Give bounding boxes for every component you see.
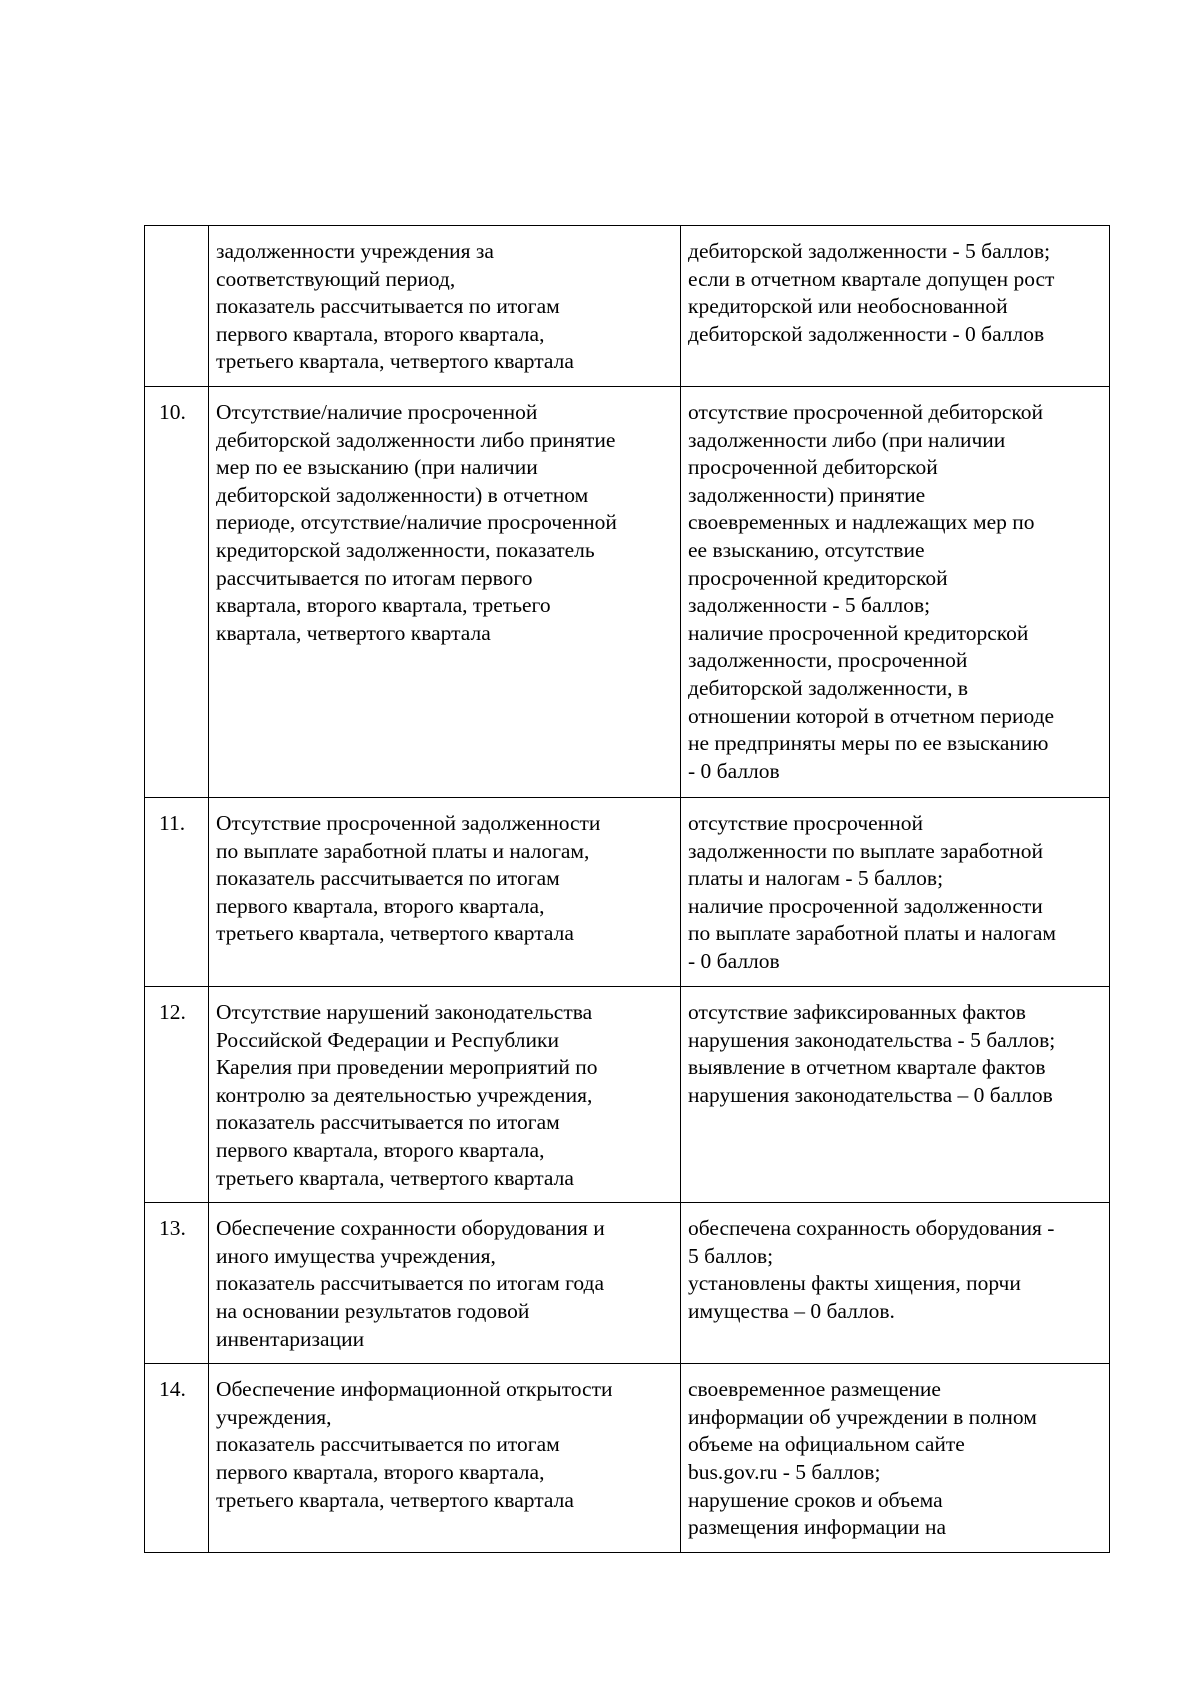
- table-row: [145, 987, 1110, 1203]
- table-row: [145, 226, 1110, 387]
- table-row: [145, 1364, 1110, 1553]
- text-line: наличие просроченной кредиторской: [688, 620, 1029, 645]
- indicators-table-body: [145, 226, 1110, 1553]
- criteria-cell: [681, 798, 1110, 987]
- text-line: соответствующий период,: [216, 266, 456, 291]
- text-line: установлены факты хищения, порчи: [688, 1271, 1021, 1296]
- text-line: дебиторской задолженности - 5 баллов;: [688, 239, 1051, 263]
- text-line: Отсутствие нарушений законодательства: [216, 1000, 593, 1024]
- text-line: задолженности учреждения за: [216, 239, 494, 263]
- text-line: Отсутствие/наличие просроченной: [216, 400, 538, 424]
- row-number: 13.: [145, 1203, 209, 1364]
- text-line: Отсутствие просроченной задолженности: [216, 811, 601, 835]
- text-line: ее взысканию, отсутствие: [688, 537, 925, 562]
- text-line: третьего квартала, четвертого квартала: [216, 921, 574, 946]
- table-row: [145, 387, 1110, 798]
- text-line: показатель рассчитывается по итогам: [216, 866, 560, 891]
- text-line: информации об учреждении в полном: [688, 1404, 1037, 1429]
- text-line: - 0 баллов: [688, 758, 780, 783]
- text-line: показатель рассчитывается по итогам: [216, 1110, 560, 1135]
- criteria-cell: [681, 226, 1110, 387]
- indicators-table: [144, 225, 1110, 1553]
- text-line: квартала, четвертого квартала: [216, 620, 491, 645]
- row-number: 11.: [145, 798, 209, 987]
- text-line: дебиторской задолженности, в: [688, 675, 968, 700]
- text-line: платы и налогам - 5 баллов;: [688, 866, 944, 891]
- text-line: дебиторской задолженности) в отчетном: [216, 482, 589, 507]
- text-line: задолженности) принятие: [688, 482, 926, 507]
- text-line: задолженности либо (при наличии: [688, 427, 1006, 452]
- text-line: кредиторской или необоснованной: [688, 294, 1008, 319]
- indicator-cell: [209, 1364, 681, 1553]
- text-line: третьего квартала, четвертого квартала: [216, 1487, 574, 1512]
- text-line: задолженности по выплате заработной: [688, 838, 1044, 863]
- text-line: периоде, отсутствие/наличие просроченной: [216, 510, 617, 535]
- text-line: если в отчетном квартале допущен рост: [688, 266, 1055, 291]
- text-line: bus.gov.ru - 5 баллов;: [688, 1459, 881, 1484]
- text-line: просроченной дебиторской: [688, 455, 938, 480]
- text-line: отсутствие просроченной дебиторской: [688, 400, 1044, 424]
- indicator-cell: [209, 226, 681, 387]
- text-line: обеспечена сохранность оборудования -: [688, 1216, 1055, 1241]
- text-line: просроченной кредиторской: [688, 565, 948, 590]
- text-line: Российской Федерации и Республики: [216, 1027, 559, 1052]
- text-line: мер по ее взысканию (при наличии: [216, 455, 538, 480]
- text-line: 5 баллов;: [688, 1243, 774, 1268]
- indicator-cell: [209, 387, 681, 798]
- indicator-cell: [209, 987, 681, 1203]
- text-line: иного имущества учреждения,: [216, 1243, 496, 1268]
- text-line: отношении которой в отчетном периоде: [688, 703, 1055, 728]
- text-line: - 0 баллов: [688, 948, 780, 973]
- text-line: квартала, второго квартала, третьего: [216, 593, 551, 618]
- text-line: задолженности - 5 баллов;: [688, 593, 931, 618]
- text-line: третьего квартала, четвертого квартала: [216, 1165, 574, 1190]
- indicator-cell: [209, 1203, 681, 1364]
- text-line: Обеспечение сохранности оборудования и: [216, 1216, 605, 1241]
- row-number: 12.: [145, 987, 209, 1203]
- text-line: контролю за деятельностью учреждения,: [216, 1082, 593, 1107]
- text-line: объеме на официальном сайте: [688, 1432, 965, 1457]
- text-line: Обеспечение информационной открытости: [216, 1377, 613, 1402]
- text-line: показатель рассчитывается по итогам года: [216, 1271, 605, 1296]
- row-number: [145, 226, 209, 387]
- text-line: Карелия при проведении мероприятий по: [216, 1055, 598, 1080]
- text-line: на основании результатов годовой: [216, 1298, 530, 1323]
- text-line: отсутствие зафиксированных фактов: [688, 1000, 1026, 1024]
- text-line: рассчитывается по итогам первого: [216, 565, 533, 590]
- text-line: своевременное размещение: [688, 1377, 941, 1402]
- table-row: [145, 798, 1110, 987]
- text-line: первого квартала, второго квартала,: [216, 893, 545, 918]
- criteria-cell: [681, 1364, 1110, 1553]
- text-line: первого квартала, второго квартала,: [216, 1459, 545, 1484]
- text-line: инвентаризации: [216, 1326, 365, 1351]
- text-line: первого квартала, второго квартала,: [216, 1137, 545, 1162]
- criteria-cell: [681, 387, 1110, 798]
- row-number: 14.: [145, 1364, 209, 1553]
- text-line: нарушения законодательства - 5 баллов;: [688, 1027, 1056, 1052]
- text-line: нарушение сроков и объема: [688, 1487, 943, 1512]
- text-line: дебиторской задолженности либо принятие: [216, 427, 616, 452]
- text-line: нарушения законодательства – 0 баллов: [688, 1082, 1053, 1107]
- text-line: кредиторской задолженности, показатель: [216, 537, 595, 562]
- text-line: своевременных и надлежащих мер по: [688, 510, 1035, 535]
- text-line: задолженности, просроченной: [688, 648, 968, 673]
- text-line: учреждения,: [216, 1404, 332, 1429]
- text-line: показатель рассчитывается по итогам: [216, 1432, 560, 1457]
- row-number: 10.: [145, 387, 209, 798]
- indicator-cell: [209, 798, 681, 987]
- table-row: [145, 1203, 1110, 1364]
- text-line: по выплате заработной платы и налогам: [688, 921, 1057, 946]
- text-line: наличие просроченной задолженности: [688, 893, 1043, 918]
- text-line: по выплате заработной платы и налогам,: [216, 838, 590, 863]
- text-line: отсутствие просроченной: [688, 811, 923, 835]
- text-line: размещения информации на: [688, 1515, 947, 1540]
- text-line: первого квартала, второго квартала,: [216, 321, 545, 346]
- text-line: не предприняты меры по ее взысканию: [688, 731, 1049, 756]
- criteria-cell: [681, 1203, 1110, 1364]
- criteria-cell: [681, 987, 1110, 1203]
- text-line: имущества – 0 баллов.: [688, 1298, 895, 1323]
- text-line: показатель рассчитывается по итогам: [216, 294, 560, 319]
- text-line: выявление в отчетном квартале фактов: [688, 1055, 1046, 1080]
- text-line: третьего квартала, четвертого квартала: [216, 349, 574, 374]
- text-line: дебиторской задолженности - 0 баллов: [688, 321, 1045, 346]
